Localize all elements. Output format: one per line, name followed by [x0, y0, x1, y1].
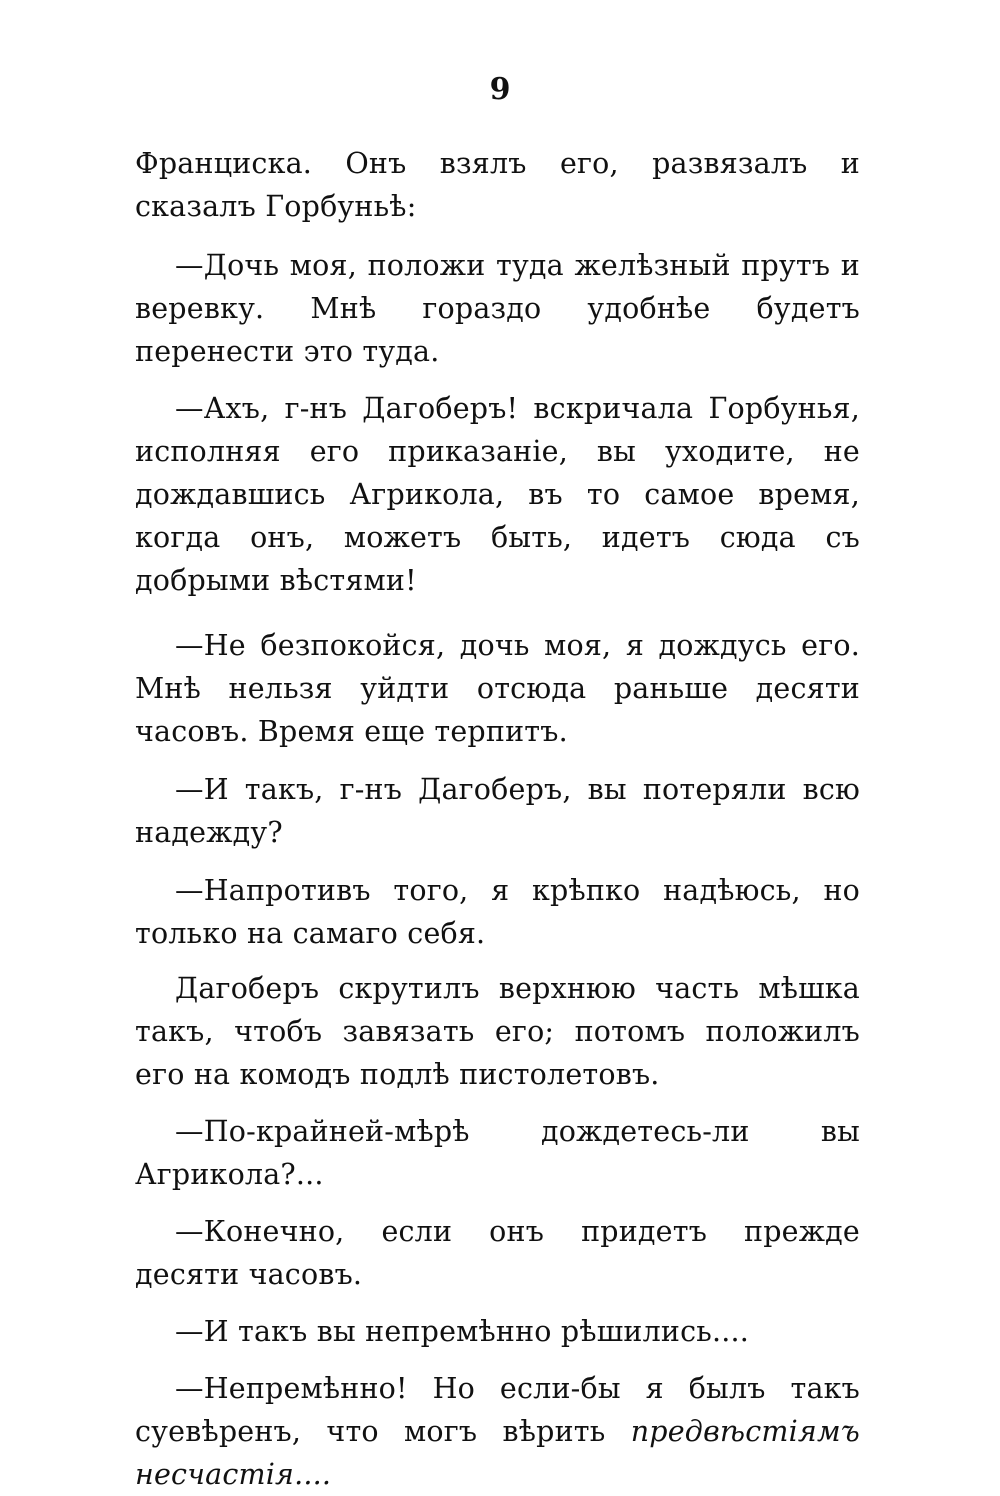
paragraph-3: —Ахъ, г-нъ Дагоберъ! вскричала Горбунья, исполняя его приказаніе, вы уходите, не дождавшись Агрикола, въ то самое время, когда онъ, можетъ быть, идетъ сюда съ добрыми вѣстями!: [135, 392, 860, 597]
paragraph-11-text: —Непремѣнно! Но если-бы я былъ такъ суевѣренъ, что могъ вѣрить: [135, 1372, 860, 1448]
paragraph-11-italic: предвѣстіямъ несчастія....: [135, 1415, 860, 1491]
paragraph-9: —Конечно, если онъ придетъ прежде десяти часовъ.: [135, 1215, 860, 1291]
paragraph-11: [135, 1367, 860, 1496]
paragraph-7: Дагоберъ скрутилъ верхнюю часть мѣшка такъ, чтобъ завязать его; потомъ положилъ его на комодъ подлѣ пистолетовъ.: [135, 972, 860, 1091]
body-text: [135, 142, 860, 1496]
paragraph-6: —Напротивъ того, я крѣпко надѣюсь, но только на самаго себя.: [135, 874, 860, 950]
paragraph-5: —И такъ, г-нъ Дагоберъ, вы потеряли всю надежду?: [135, 773, 860, 849]
paragraph-4: —Не безпокойся, дочь моя, я дождусь его. Мнѣ нельзя уйдти отсюда раньше десяти часовъ. Время еще терпитъ.: [135, 629, 860, 748]
paragraph-10: —И такъ вы непремѣнно рѣшились....: [175, 1315, 750, 1348]
paragraph-1: Франциска. Онъ взялъ его, развязалъ и сказалъ Горбуньѣ:: [135, 147, 860, 223]
paragraph-8: —По-крайней-мѣрѣ дождетесь-ли вы Агрикола?...: [135, 1115, 860, 1191]
paragraph-2: —Дочь моя, положи туда желѣзный прутъ и веревку. Мнѣ гораздо удобнѣе будетъ перенести это туда.: [135, 249, 860, 368]
page-number: 9: [489, 72, 511, 107]
